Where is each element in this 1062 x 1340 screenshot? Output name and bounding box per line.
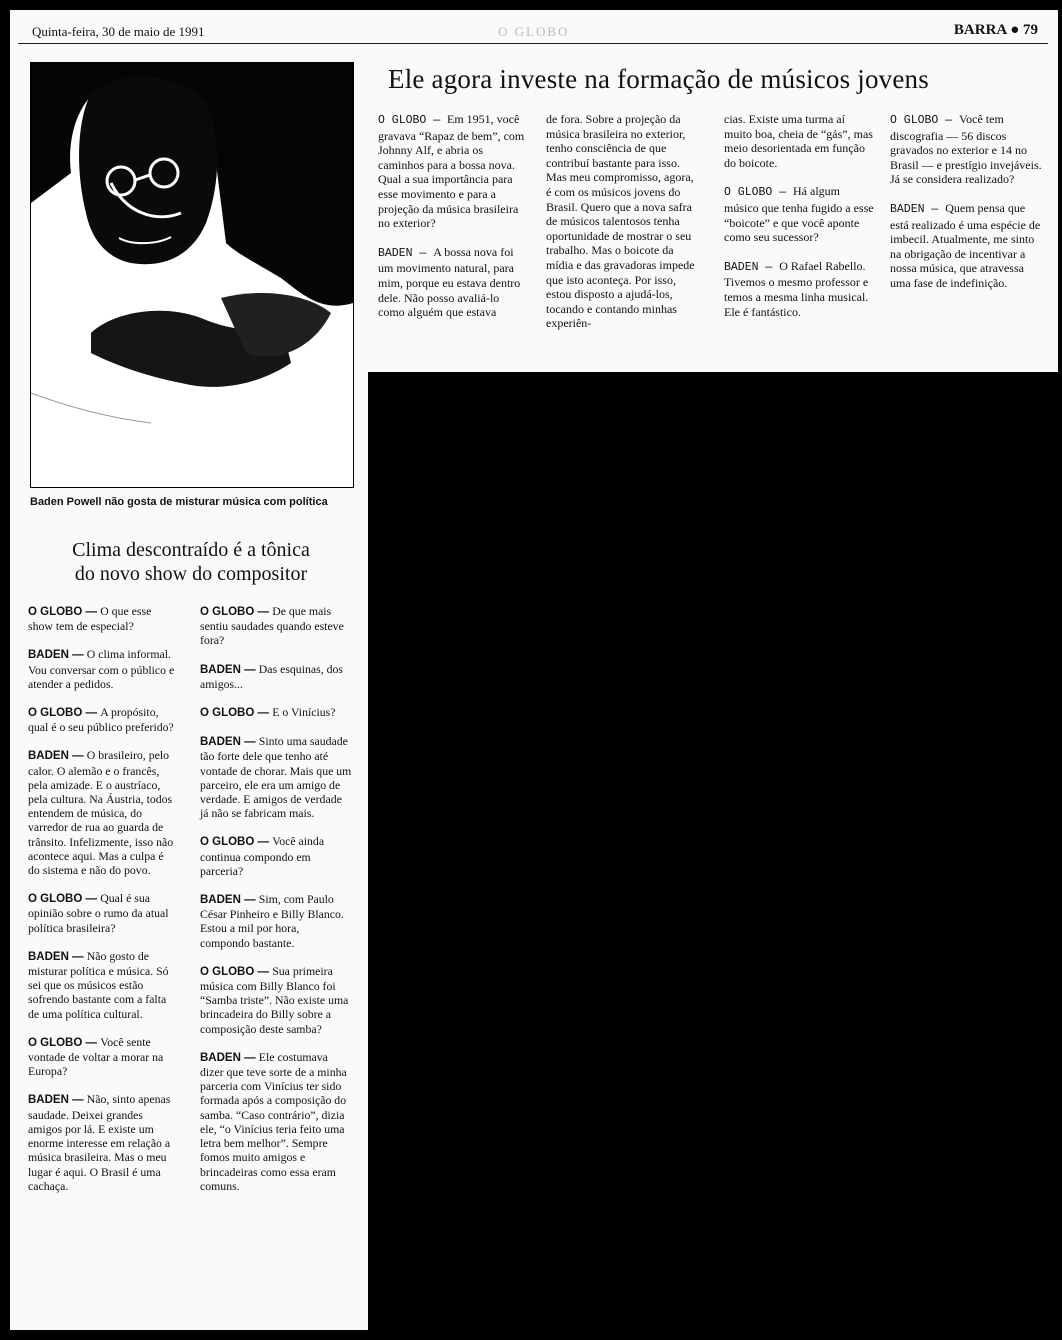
side-headline	[26, 538, 356, 586]
speaker-label: BADEN —	[28, 1094, 87, 1107]
qa-paragraph	[890, 112, 1042, 187]
paragraph-text: Ele costumava dizer que teve sorte de a minha parceria com Vinícius ter sido formada após a composição do samba. “Caso contrário”, dizia ele, “o Vinícius teria feito uma letra bem melhor”. Sempre fomos muito amigos e brincadeiras como essa eram comuns.	[200, 1049, 347, 1193]
main-column-2	[546, 112, 698, 345]
speaker-label: BADEN —	[28, 750, 87, 763]
qa-paragraph	[200, 964, 352, 1036]
side-column-1	[28, 604, 178, 1207]
paragraph-text: Não gosto de misturar política e música. Só sei que os músicos estão sofrendo bastante com a falta de uma política cultural.	[28, 948, 169, 1021]
speaker-label: O GLOBO —	[200, 965, 273, 978]
qa-paragraph	[200, 892, 352, 950]
side-column-2	[200, 604, 352, 1207]
speaker-label: O GLOBO —	[378, 114, 448, 127]
qa-paragraph	[724, 112, 874, 170]
qa-paragraph	[724, 184, 874, 244]
paragraph-text: de fora. Sobre a projeção da música brasileira no exterior, tenho consciência de que contribuí bastante para isso. Mas meu compromisso, agora, é com os músicos jovens do Brasil. Quero que a nova safra de músicos talentosos tenha oportunidade de mostrar o seu trabalho. Mas o boicote da mídia e das gravadoras impede que isto aconteça. Por isso, estou disposto a ajudá-los, tocando e contando minhas experiên-	[546, 112, 695, 331]
main-headline: Ele agora investe na formação de músicos jovens	[388, 64, 929, 94]
header-rule	[18, 43, 1048, 44]
qa-paragraph	[28, 1035, 178, 1079]
paragraph-text: Não, sinto apenas saudade. Deixei grandes amigos por lá. E existe um enorme interesse em relação a música brasileira. Mas o meu lugar é aqui. O Brasil é uma cachaça.	[28, 1092, 171, 1193]
speaker-label: O GLOBO —	[28, 606, 101, 618]
speaker-label: O GLOBO —	[28, 707, 101, 720]
qa-paragraph	[28, 647, 178, 691]
paragraph-text: Quem pensa que está realizado é uma espécie de imbecil. Atualmente, me sinto na obrigação de incentivar a nossa música, que atravessa uma fase de indefinição.	[890, 200, 1041, 290]
paragraph-text: Você sente vontade de voltar a morar na Europa?	[28, 1034, 164, 1079]
qa-paragraph	[200, 604, 352, 648]
speaker-label: O GLOBO —	[200, 606, 273, 618]
page-header	[18, 18, 1048, 44]
paragraph-text: Em 1951, você gravava “Rapaz de bem”, com Johnny Alf, e abria os caminhos para a bossa nova. Qual a sua importância para esse movimento e para a projeção da música brasileira no exterior?	[378, 112, 525, 231]
baden-powell-photo	[30, 62, 354, 488]
qa-paragraph	[200, 705, 352, 720]
speaker-label: O GLOBO —	[28, 1036, 101, 1049]
qa-paragraph	[546, 112, 698, 331]
main-column-3	[724, 112, 874, 333]
header-paper-name: O GLOBO	[498, 24, 570, 39]
paragraph-text: O brasileiro, pelo calor. O alemão e o francês, pela amizade. E o austríaco, pela cultura. Na Áustria, todos entendem de música, do varredor de rua ao guarda de trânsito. Infelizmente, isso não acontece aqui. Mas a culpa é do sistema e não do povo.	[28, 748, 174, 878]
qa-paragraph	[28, 748, 178, 877]
qa-paragraph	[200, 1050, 352, 1193]
qa-paragraph	[200, 662, 352, 691]
qa-paragraph	[200, 734, 352, 820]
speaker-label: BADEN —	[200, 894, 259, 907]
qa-paragraph	[378, 112, 528, 231]
qa-paragraph	[378, 245, 528, 320]
main-column-1	[378, 112, 528, 334]
paragraph-text: De que mais sentiu saudades quando esteve fora?	[200, 604, 344, 648]
paragraph-text: Há algum músico que tenha fugido a esse “boicote” e que você aponte como seu sucessor?	[724, 184, 874, 245]
photo-caption: Baden Powell não gosta de misturar música com política	[30, 496, 328, 508]
paragraph-text: A bossa nova foi um movimento natural, para mim, porque eu estava dentro dele. Não posso avaliá-lo como alguém que estava	[378, 244, 521, 320]
paragraph-text: Das esquinas, dos amigos...	[200, 661, 343, 691]
speaker-label: BADEN —	[378, 246, 434, 260]
qa-paragraph	[28, 604, 178, 633]
paragraph-text: E o Vinícius?	[272, 705, 336, 720]
qa-paragraph	[28, 1092, 178, 1192]
qa-paragraph	[890, 201, 1042, 291]
speaker-label: BADEN —	[200, 1051, 259, 1064]
paragraph-text: Você tem discografia — 56 discos gravados no exterior e 14 no Brasil — e prestígio invejáveis. Já se considera realizado?	[890, 112, 1042, 187]
paragraph-text: Qual é sua opinião sobre o rumo da atual política brasileira?	[28, 891, 169, 935]
main-column-4	[890, 112, 1042, 305]
paragraph-text: cias. Existe uma turma aí muito boa, cheia de “gás”, mas meio desorientada em função do boicote.	[724, 112, 873, 170]
qa-paragraph	[200, 834, 352, 878]
paragraph-text: O que esse show tem de especial?	[28, 604, 152, 634]
speaker-label: BADEN —	[200, 736, 259, 749]
side-headline-line-1: Clima descontraído é a tônica	[72, 539, 310, 561]
speaker-label: O GLOBO —	[890, 114, 960, 127]
header-page-number: 79	[1023, 22, 1038, 38]
qa-paragraph	[28, 891, 178, 935]
paragraph-text: Sua primeira música com Billy Blanco foi “Samba triste”. Não existe uma brincadeira do Billy sobre a composição deste samba?	[200, 963, 349, 1036]
speaker-label: O GLOBO —	[724, 186, 794, 200]
speaker-label: BADEN —	[28, 950, 87, 963]
header-section-page	[954, 22, 1038, 39]
speaker-label: BADEN —	[724, 260, 780, 274]
qa-paragraph	[28, 949, 178, 1021]
bullet-icon: ●	[1010, 22, 1020, 38]
speaker-label: BADEN —	[200, 663, 259, 676]
header-section: BARRA	[953, 22, 1007, 38]
speaker-label: O GLOBO —	[28, 893, 101, 906]
paragraph-text: Sim, com Paulo César Pinheiro e Billy Blanco. Estou a mil por hora, compondo bastante.	[200, 892, 344, 950]
qa-paragraph	[724, 259, 874, 319]
speaker-label: BADEN —	[890, 202, 946, 216]
paragraph-text: Sinto uma saudade tão forte dele que tenho até vontade de chorar. Mais que um parceiro, ele era um amigo de verdade. E amigos de verdade já não se fabricam mais.	[200, 734, 352, 821]
header-date: Quinta-feira, 30 de maio de 1991	[32, 24, 205, 39]
speaker-label: O GLOBO —	[200, 836, 273, 849]
speaker-label: BADEN —	[28, 649, 87, 662]
photo-drawing	[31, 63, 353, 487]
side-headline-line-2: do novo show do compositor	[74, 563, 308, 585]
speaker-label: O GLOBO —	[200, 707, 273, 720]
paragraph-text: A propósito, qual é o seu público preferido?	[28, 705, 174, 735]
paragraph-text: Você ainda continua compondo em parceria?	[200, 834, 325, 878]
paragraph-text: O Rafael Rabello. Tivemos o mesmo professor e temos a mesma linha musical. Ele é fantástico.	[724, 258, 869, 319]
paragraph-text: O clima informal. Vou conversar com o público e atender a pedidos.	[28, 647, 175, 691]
qa-paragraph	[28, 705, 178, 734]
